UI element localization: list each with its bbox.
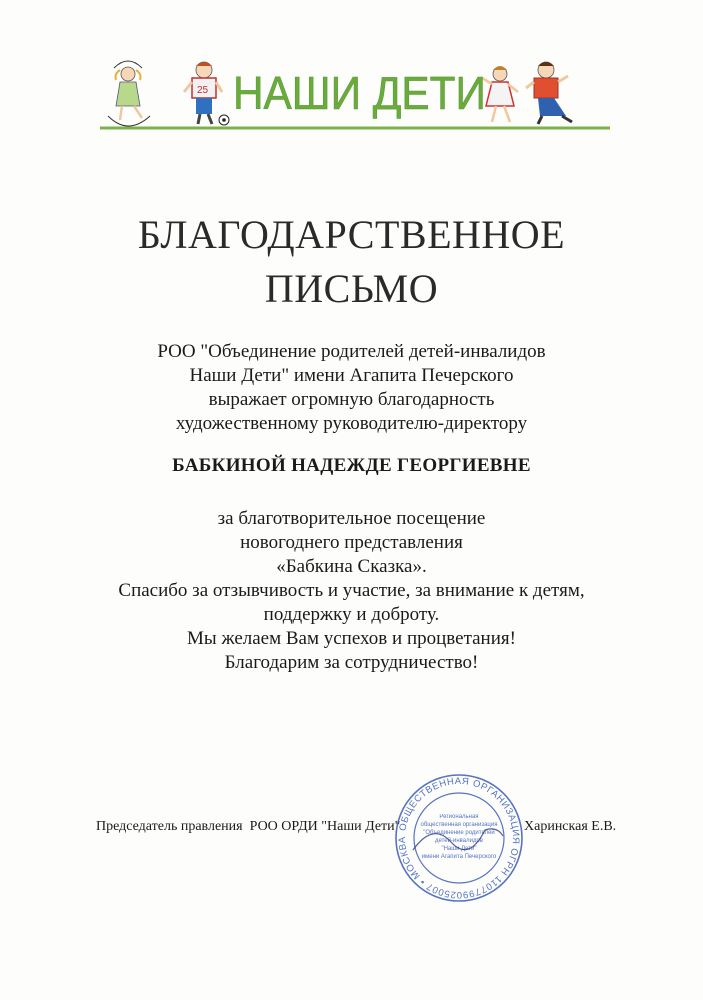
header-logo — [100, 58, 610, 132]
body-line: за благотворительное посещение — [217, 508, 486, 529]
logo-title: НАШИ ДЕТИ — [233, 67, 486, 119]
intro-line: РОО "Объединение родителей детей-инвалидов — [157, 341, 546, 362]
body-line: поддержку и доброту. — [263, 604, 440, 625]
svg-text:ОБЩЕСТВЕННАЯ ОРГАНИЗАЦИЯ ОГРН: ОБЩЕСТВЕННАЯ ОРГАНИЗАЦИЯ ОГРН 1107799025007 • МОСКВА — [396, 775, 522, 901]
svg-text:"Наши Дети": "Наши Дети" — [441, 846, 477, 852]
intro-line: Наши Дети" имени Агапита Печерского — [189, 365, 514, 386]
girl-dancing-icon — [482, 66, 518, 122]
girl-jumping-icon — [108, 61, 150, 126]
svg-text:25: 25 — [197, 85, 209, 96]
signer-name: Харинская Е.В. — [524, 819, 617, 834]
boy-running-icon — [526, 62, 572, 124]
svg-text:общественная организация: общественная организация — [420, 822, 498, 828]
title-line-2: ПИСЬМО — [264, 266, 439, 311]
body-line: Благодарим за сотрудничество! — [224, 652, 479, 673]
recipient-name: БАБКИНОЙ НАДЕЖДЕ ГЕОРГИЕВНЕ — [172, 455, 531, 476]
body-paragraph — [0, 507, 703, 675]
intro-line: художественному руководителю-директору — [175, 413, 528, 434]
document-title — [0, 208, 703, 316]
stamp-seal-icon — [393, 772, 525, 904]
boy-football-icon — [184, 62, 229, 125]
body-line: Мы желаем Вам успехов и процветания! — [187, 628, 516, 649]
body-line: Спасибо за отзывчивость и участие, за внимание к детям, — [118, 580, 585, 601]
svg-text:"Объединение родителей: "Объединение родителей — [423, 830, 495, 836]
svg-text:детей-инвалидов: детей-инвалидов — [434, 838, 484, 844]
body-line: новогоднего представления — [240, 532, 463, 553]
organization-stamp — [393, 772, 525, 904]
body-line: «Бабкина Сказка». — [276, 556, 427, 577]
svg-text:Региональная: Региональная — [439, 814, 479, 820]
intro-paragraph — [0, 340, 703, 436]
intro-line: выражает огромную благодарность — [208, 389, 495, 410]
signer-position: Председатель правления РОО ОРДИ "Наши Дети" — [96, 819, 401, 834]
title-line-1: БЛАГОДАРСТВЕННОЕ — [137, 212, 566, 257]
svg-text:имени Агапита Печерского: имени Агапита Печерского — [421, 854, 497, 860]
